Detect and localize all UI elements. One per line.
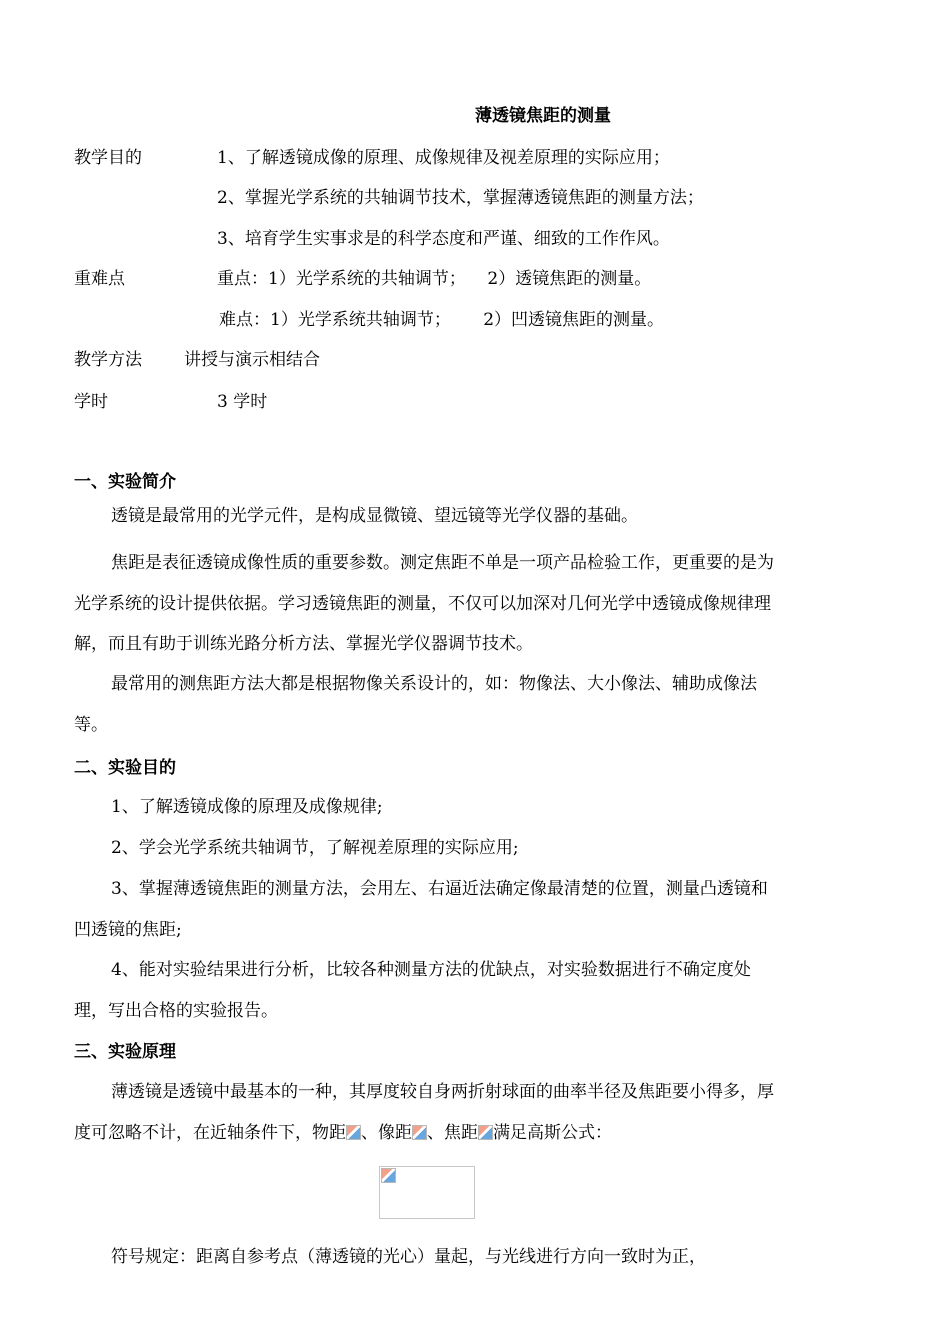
principle-paragraph xyxy=(74,1072,782,1153)
objective-label: 教学目的 xyxy=(74,148,142,168)
difficulty-label: 重难点 xyxy=(74,269,125,289)
principle-text: 薄透镜是透镜中最基本的一种，其厚度较自身两折射球面的曲率半径及焦距要小得多，厚度可忽略不计，在近轴条件下，物距 xyxy=(74,1082,774,1143)
focal-length-formula-image xyxy=(478,1125,493,1140)
section-heading-goals: 二、实验目的 xyxy=(74,758,176,778)
goal-item: 1、了解透镜成像的原理及成像规律; xyxy=(111,797,383,817)
intro-paragraph: 焦距是表征透镜成像性质的重要参数。测定焦距不单是一项产品检验工作，更重要的是为光学系统的设计提供依据。学习透镜焦距的测量，不仅可以加深对几何光学中透镜成像规律理解，而且有助于训练光路分析方法、掌握光学仪器调节技术。 xyxy=(74,553,774,654)
key-points: 重点：1）光学系统的共轴调节； 2）透镜焦距的测量。 xyxy=(217,269,652,289)
section-heading-principle: 三、实验原理 xyxy=(74,1042,176,1062)
section-heading-intro: 一、实验简介 xyxy=(74,472,176,492)
objective-item: 1、了解透镜成像的原理、成像规律及视差原理的实际应用； xyxy=(217,148,670,168)
goal-item: 4、能对实验结果进行分析，比较各种测量方法的优缺点，对实验数据进行不确定度处理，写出合格的实验报告。 xyxy=(74,960,751,1021)
objective-item: 3、培育学生实事求是的科学态度和严谨、细致的工作作风。 xyxy=(217,229,670,249)
broken-image-icon xyxy=(381,1168,396,1183)
image-distance-formula-image xyxy=(412,1125,427,1140)
goal-item: 3、掌握薄透镜焦距的测量方法，会用左、右逼近法确定像最清楚的位置，测量凸透镜和凹透镜的焦距; xyxy=(74,879,768,940)
page-title: 薄透镜焦距的测量 xyxy=(475,106,611,126)
principle-text: 满足高斯公式： xyxy=(493,1122,612,1143)
intro-paragraph: 最常用的测焦距方法大都是根据物像关系设计的，如：物像法、大小像法、辅助成像法等。 xyxy=(74,674,757,735)
method-value: 讲授与演示相结合 xyxy=(184,350,320,370)
objective-item: 2、掌握光学系统的共轴调节技术，掌握薄透镜焦距的测量方法； xyxy=(217,188,704,208)
goal-item: 2、学会光学系统共轴调节，了解视差原理的实际应用; xyxy=(111,838,519,858)
method-label: 教学方法 xyxy=(74,350,142,370)
principle-text: 、焦距 xyxy=(427,1122,478,1143)
hours-label: 学时 xyxy=(74,392,108,412)
object-distance-formula-image xyxy=(346,1125,361,1140)
intro-paragraph: 透镜是最常用的光学元件，是构成显微镜、望远镜等光学仪器的基础。 xyxy=(111,506,638,526)
principle-text: 、像距 xyxy=(361,1122,412,1143)
hours-value: 3 学时 xyxy=(217,392,268,412)
gauss-formula-image xyxy=(379,1166,475,1219)
sign-rule-paragraph: 符号规定：距离自参考点（薄透镜的光心）量起，与光线进行方向一致时为正， xyxy=(111,1247,706,1267)
hard-points: 难点：1）光学系统共轴调节； 2）凹透镜焦距的测量。 xyxy=(219,310,665,330)
